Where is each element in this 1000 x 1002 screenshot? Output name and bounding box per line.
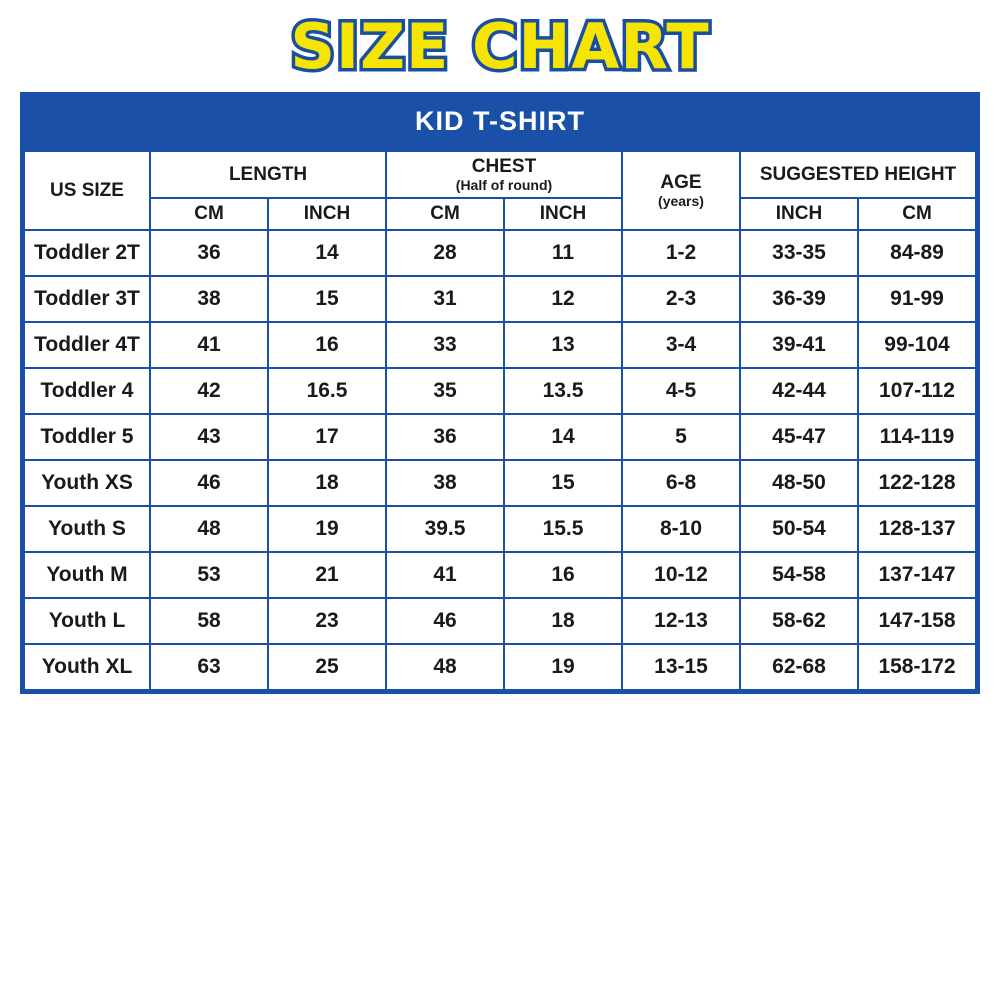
cell-age: 10-12 (622, 552, 740, 598)
cell-size: Youth S (24, 506, 150, 552)
cell-height-cm: 122-128 (858, 460, 976, 506)
header-height-inch: INCH (740, 198, 858, 230)
cell-length-cm: 38 (150, 276, 268, 322)
table-row (24, 414, 976, 460)
cell-chest-cm: 46 (386, 598, 504, 644)
size-chart-table-container (20, 92, 980, 694)
title-area (0, 0, 1000, 92)
cell-age: 1-2 (622, 230, 740, 276)
cell-length-cm: 41 (150, 322, 268, 368)
cell-length-inch: 15 (268, 276, 386, 322)
table-row (24, 368, 976, 414)
cell-size: Toddler 4T (24, 322, 150, 368)
cell-age: 5 (622, 414, 740, 460)
header-age-label: AGE (660, 172, 702, 193)
cell-length-cm: 53 (150, 552, 268, 598)
cell-length-cm: 42 (150, 368, 268, 414)
table-subtitle: KID T-SHIRT (23, 95, 977, 150)
cell-chest-inch: 15 (504, 460, 622, 506)
table-row (24, 322, 976, 368)
cell-age: 3-4 (622, 322, 740, 368)
table-row (24, 460, 976, 506)
cell-chest-inch: 13.5 (504, 368, 622, 414)
header-chest (386, 151, 622, 198)
size-chart-table (23, 150, 977, 691)
page-title: SIZE CHART (290, 10, 710, 83)
cell-chest-inch: 16 (504, 552, 622, 598)
table-row (24, 598, 976, 644)
cell-length-inch: 19 (268, 506, 386, 552)
cell-chest-inch: 13 (504, 322, 622, 368)
cell-age: 12-13 (622, 598, 740, 644)
cell-height-inch: 48-50 (740, 460, 858, 506)
cell-length-inch: 14 (268, 230, 386, 276)
cell-height-inch: 50-54 (740, 506, 858, 552)
cell-length-inch: 17 (268, 414, 386, 460)
header-chest-cm: CM (386, 198, 504, 230)
cell-chest-cm: 41 (386, 552, 504, 598)
cell-size: Toddler 4 (24, 368, 150, 414)
cell-chest-cm: 31 (386, 276, 504, 322)
cell-height-inch: 62-68 (740, 644, 858, 690)
cell-age: 13-15 (622, 644, 740, 690)
cell-age: 6-8 (622, 460, 740, 506)
table-row (24, 644, 976, 690)
header-length-inch: INCH (268, 198, 386, 230)
table-row (24, 506, 976, 552)
cell-chest-cm: 38 (386, 460, 504, 506)
cell-chest-cm: 28 (386, 230, 504, 276)
cell-size: Youth L (24, 598, 150, 644)
cell-length-inch: 18 (268, 460, 386, 506)
cell-height-inch: 54-58 (740, 552, 858, 598)
header-age (622, 151, 740, 230)
cell-height-cm: 137-147 (858, 552, 976, 598)
header-length-cm: CM (150, 198, 268, 230)
header-age-note: (years) (658, 193, 704, 209)
cell-chest-inch: 18 (504, 598, 622, 644)
cell-chest-inch: 15.5 (504, 506, 622, 552)
cell-length-cm: 43 (150, 414, 268, 460)
cell-length-cm: 63 (150, 644, 268, 690)
cell-height-cm: 99-104 (858, 322, 976, 368)
table-head (24, 151, 976, 230)
table-header-unit-row (24, 198, 976, 230)
cell-height-cm: 158-172 (858, 644, 976, 690)
cell-size: Toddler 3T (24, 276, 150, 322)
table-row (24, 276, 976, 322)
header-chest-inch: INCH (504, 198, 622, 230)
cell-height-inch: 39-41 (740, 322, 858, 368)
cell-size: Youth M (24, 552, 150, 598)
cell-chest-cm: 35 (386, 368, 504, 414)
cell-length-cm: 36 (150, 230, 268, 276)
cell-height-inch: 45-47 (740, 414, 858, 460)
cell-chest-inch: 12 (504, 276, 622, 322)
cell-size: Youth XS (24, 460, 150, 506)
cell-length-inch: 16.5 (268, 368, 386, 414)
cell-size: Toddler 5 (24, 414, 150, 460)
cell-height-cm: 91-99 (858, 276, 976, 322)
cell-chest-inch: 14 (504, 414, 622, 460)
cell-age: 8-10 (622, 506, 740, 552)
cell-chest-inch: 11 (504, 230, 622, 276)
cell-height-cm: 128-137 (858, 506, 976, 552)
cell-height-cm: 114-119 (858, 414, 976, 460)
table-header-group-row (24, 151, 976, 198)
cell-chest-cm: 36 (386, 414, 504, 460)
header-chest-note: (Half of round) (455, 177, 553, 193)
cell-size: Toddler 2T (24, 230, 150, 276)
table-row (24, 552, 976, 598)
cell-age: 4-5 (622, 368, 740, 414)
cell-height-inch: 58-62 (740, 598, 858, 644)
cell-height-inch: 42-44 (740, 368, 858, 414)
cell-length-inch: 25 (268, 644, 386, 690)
cell-length-cm: 58 (150, 598, 268, 644)
cell-length-cm: 46 (150, 460, 268, 506)
table-row (24, 230, 976, 276)
cell-chest-cm: 39.5 (386, 506, 504, 552)
cell-height-inch: 36-39 (740, 276, 858, 322)
cell-length-cm: 48 (150, 506, 268, 552)
header-length: LENGTH (150, 151, 386, 198)
cell-size: Youth XL (24, 644, 150, 690)
cell-chest-cm: 48 (386, 644, 504, 690)
cell-chest-inch: 19 (504, 644, 622, 690)
cell-length-inch: 16 (268, 322, 386, 368)
header-suggested-height: SUGGESTED HEIGHT (740, 151, 976, 198)
header-chest-label: CHEST (471, 156, 537, 177)
cell-height-cm: 147-158 (858, 598, 976, 644)
cell-height-inch: 33-35 (740, 230, 858, 276)
header-height-cm: CM (858, 198, 976, 230)
cell-age: 2-3 (622, 276, 740, 322)
cell-length-inch: 21 (268, 552, 386, 598)
header-us-size: US SIZE (24, 151, 150, 230)
table-body (24, 230, 976, 690)
cell-height-cm: 84-89 (858, 230, 976, 276)
cell-length-inch: 23 (268, 598, 386, 644)
cell-chest-cm: 33 (386, 322, 504, 368)
cell-height-cm: 107-112 (858, 368, 976, 414)
